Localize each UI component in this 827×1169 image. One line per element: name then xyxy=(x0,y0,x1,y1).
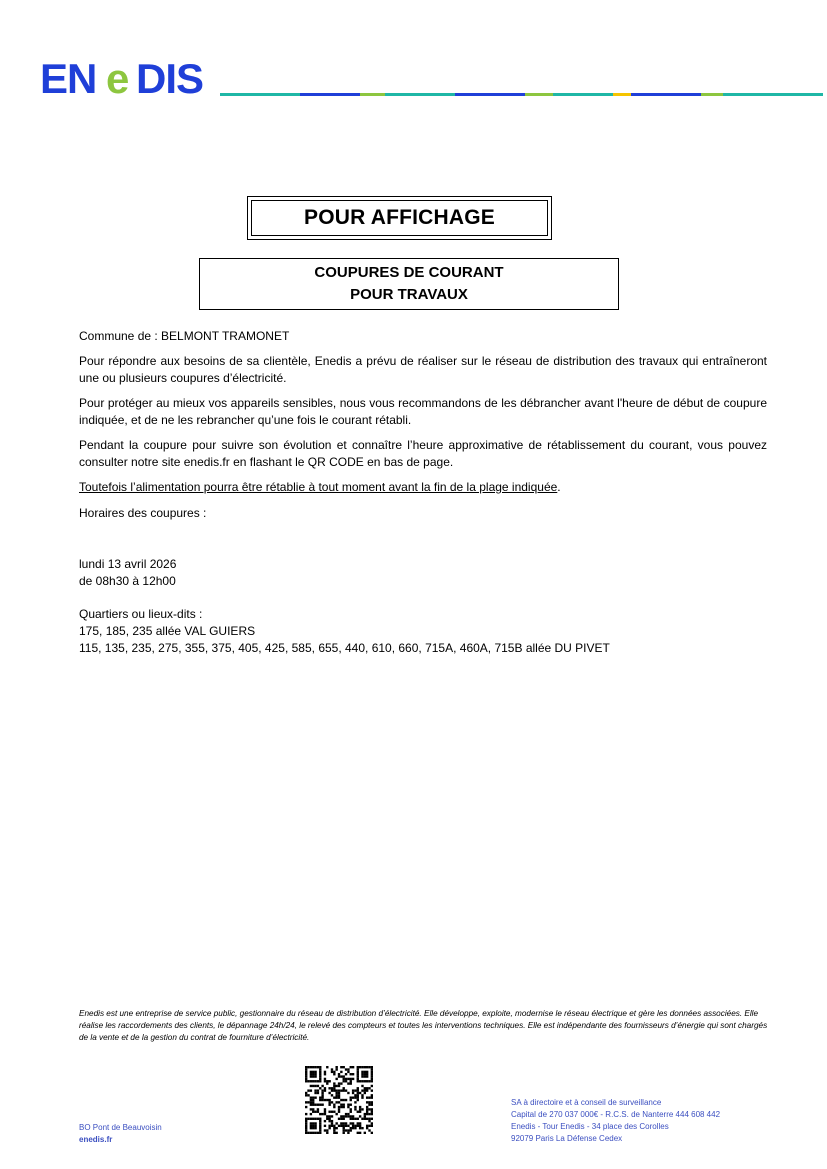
schedule-date: lundi 13 avril 2026 xyxy=(79,557,177,571)
svg-text:DIS: DIS xyxy=(136,56,204,100)
company-line: 92079 Paris La Défense Cedex xyxy=(511,1134,623,1143)
header-divider xyxy=(220,93,823,97)
subtitle-line-1: COUPURES DE COURANT xyxy=(314,264,504,281)
company-line: Enedis - Tour Enedis - 34 place des Corolles xyxy=(511,1122,669,1131)
notice-line xyxy=(79,479,767,496)
company-info xyxy=(511,1097,720,1145)
schedule-label: Horaires des coupures : xyxy=(79,506,207,520)
locations-label: Quartiers ou lieux-dits : xyxy=(79,607,203,621)
notice-text: Toutefois l’alimentation pourra être rétablie à tout moment avant la fin de la plage indiquée xyxy=(79,480,558,494)
title-frame xyxy=(247,196,552,240)
subtitle-frame xyxy=(199,258,619,310)
schedule-hours: de 08h30 à 12h00 xyxy=(79,574,176,588)
location-item: 115, 135, 235, 275, 355, 375, 405, 425, 585, 655, 440, 610, 660, 715A, 460A, 715B allée DU PIVET xyxy=(79,641,610,655)
paragraph-2: Pour protéger au mieux vos appareils sensibles, nous vous recommandons de les débrancher avant l'heure de début de coupure indiquée, et de ne les rebrancher qu’une fois le courant rétabli. xyxy=(79,396,767,427)
office-name: BO Pont de Beauvoisin xyxy=(79,1123,162,1132)
paragraph-3: Pendant la coupure pour suivre son évolution et connaître l’heure approximative de rétablissement du courant, vous pouvez consulter notre site enedis.fr en flashant le QR CODE en bas de page. xyxy=(79,438,767,469)
location-item: 175, 185, 235 allée VAL GUIERS xyxy=(79,624,256,638)
commune-line: Commune de : BELMONT TRAMONET xyxy=(79,329,290,343)
svg-text:EN: EN xyxy=(40,56,97,100)
enedis-logo xyxy=(40,56,216,100)
company-line: SA à directoire et à conseil de surveillance xyxy=(511,1098,662,1107)
qr-code-icon[interactable] xyxy=(305,1066,373,1134)
page-title: POUR AFFICHAGE xyxy=(251,200,548,236)
subtitle-line-2: POUR TRAVAUX xyxy=(350,286,468,303)
website-link[interactable]: enedis.fr xyxy=(79,1135,113,1144)
company-line: Capital de 270 037 000€ - R.C.S. de Nanterre 444 608 442 xyxy=(511,1110,721,1119)
footer-left xyxy=(79,1122,162,1146)
legal-notice: Enedis est une entreprise de service public, gestionnaire du réseau de distribution d’électricité. Elle développe, exploite, modernise le réseau électrique et gère les données associées. Elle réalise les raccordements des clients, le dépannage 24h/24, le relevé des compteurs et toutes les interventions techniques. Elle est indépendante des fournisseurs d’énergie qui sont chargés de la vente et de la gestion du contrat de fourniture d’électricité. xyxy=(79,1009,768,1042)
notice-end: . xyxy=(557,480,561,494)
paragraph-1: Pour répondre aux besoins de sa clientèle, Enedis a prévu de réaliser sur le réseau de distribution des travaux qui entraîneront une ou plusieurs coupures d’électricité. xyxy=(79,354,767,385)
svg-text:e: e xyxy=(106,56,130,100)
